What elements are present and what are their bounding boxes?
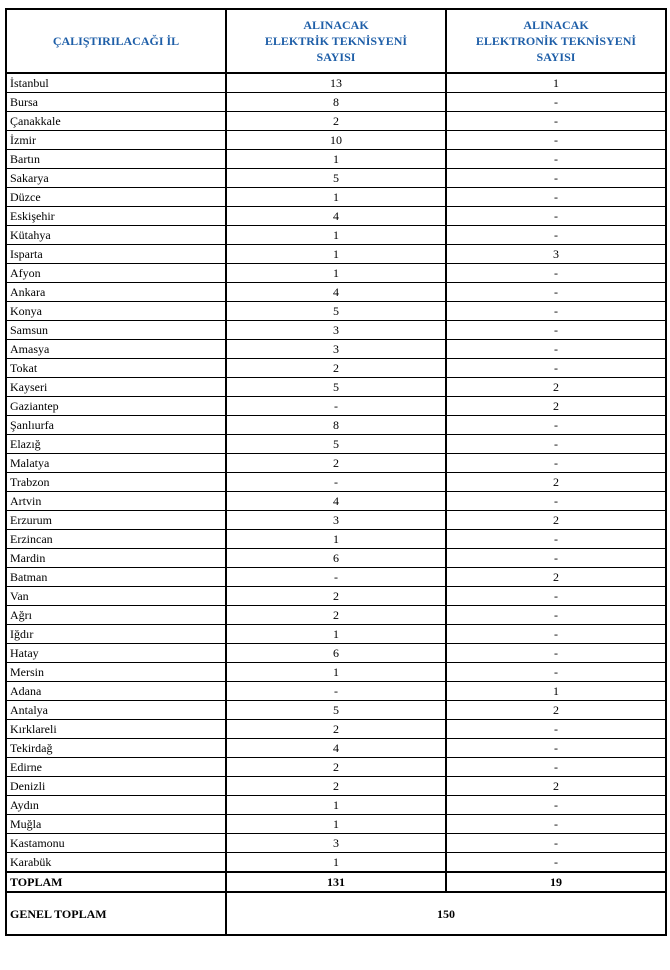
electric-count-cell: 1: [226, 815, 446, 834]
province-cell: Isparta: [6, 245, 226, 264]
electric-count-cell: -: [226, 682, 446, 701]
table-row: [6, 131, 666, 150]
total-electronic: 19: [446, 872, 666, 892]
electric-count-cell: 2: [226, 454, 446, 473]
table-row: [6, 93, 666, 112]
electronic-count-cell: -: [446, 302, 666, 321]
table-row: [6, 226, 666, 245]
table-row: [6, 720, 666, 739]
province-cell: Bursa: [6, 93, 226, 112]
electric-count-cell: 4: [226, 492, 446, 511]
table-row: [6, 264, 666, 283]
table-row: [6, 663, 666, 682]
province-cell: Şanlıurfa: [6, 416, 226, 435]
electric-count-cell: 1: [226, 625, 446, 644]
electric-count-cell: 3: [226, 321, 446, 340]
electric-count-cell: 5: [226, 302, 446, 321]
province-cell: İstanbul: [6, 73, 226, 93]
electronic-count-cell: -: [446, 359, 666, 378]
province-cell: Denizli: [6, 777, 226, 796]
province-cell: Muğla: [6, 815, 226, 834]
electronic-count-cell: -: [446, 720, 666, 739]
table-row: [6, 473, 666, 492]
electric-count-cell: 5: [226, 435, 446, 454]
header-electronic-line-2: ELEKTRONİK TEKNİSYENİ: [475, 34, 637, 48]
electric-count-cell: 1: [226, 188, 446, 207]
electronic-count-cell: -: [446, 454, 666, 473]
grand-total-value: 150: [226, 892, 666, 935]
table-row: [6, 606, 666, 625]
table-row: [6, 587, 666, 606]
province-cell: Gaziantep: [6, 397, 226, 416]
total-label: TOPLAM: [6, 872, 226, 892]
electric-count-cell: 6: [226, 549, 446, 568]
table-row: [6, 568, 666, 587]
province-cell: Kırklareli: [6, 720, 226, 739]
electronic-count-cell: 2: [446, 701, 666, 720]
table-row: [6, 834, 666, 853]
header-electronic-technician: [446, 9, 666, 73]
table-row: [6, 378, 666, 397]
electronic-count-cell: 2: [446, 568, 666, 587]
electronic-count-cell: -: [446, 815, 666, 834]
electric-count-cell: 4: [226, 739, 446, 758]
electronic-count-cell: -: [446, 416, 666, 435]
electric-count-cell: 1: [226, 245, 446, 264]
province-cell: Edirne: [6, 758, 226, 777]
electronic-count-cell: -: [446, 188, 666, 207]
electric-count-cell: 3: [226, 340, 446, 359]
electric-count-cell: 8: [226, 416, 446, 435]
electronic-count-cell: -: [446, 112, 666, 131]
province-cell: Trabzon: [6, 473, 226, 492]
electric-count-cell: 1: [226, 264, 446, 283]
table-row: [6, 397, 666, 416]
electronic-count-cell: -: [446, 549, 666, 568]
electric-count-cell: 10: [226, 131, 446, 150]
header-province: ÇALIŞTIRILACAĞI İL: [6, 9, 226, 73]
electronic-count-cell: -: [446, 340, 666, 359]
recruitment-table: [5, 8, 667, 936]
electric-count-cell: 1: [226, 150, 446, 169]
table-row: [6, 530, 666, 549]
table-row: [6, 150, 666, 169]
table-row: [6, 777, 666, 796]
table-row: [6, 853, 666, 873]
electric-count-cell: 1: [226, 226, 446, 245]
province-cell: Van: [6, 587, 226, 606]
total-row: [6, 872, 666, 892]
province-cell: Batman: [6, 568, 226, 587]
electric-count-cell: 5: [226, 378, 446, 397]
table-row: [6, 739, 666, 758]
table-row: [6, 112, 666, 131]
table-row: [6, 283, 666, 302]
electronic-count-cell: -: [446, 625, 666, 644]
province-cell: Mardin: [6, 549, 226, 568]
province-cell: İzmir: [6, 131, 226, 150]
table-row: [6, 815, 666, 834]
electronic-count-cell: 2: [446, 397, 666, 416]
electronic-count-cell: -: [446, 606, 666, 625]
electronic-count-cell: -: [446, 492, 666, 511]
province-cell: Iğdır: [6, 625, 226, 644]
electronic-count-cell: -: [446, 758, 666, 777]
grand-total-row: [6, 892, 666, 935]
electronic-count-cell: 2: [446, 511, 666, 530]
electronic-count-cell: -: [446, 739, 666, 758]
province-cell: Malatya: [6, 454, 226, 473]
province-cell: Konya: [6, 302, 226, 321]
province-cell: Afyon: [6, 264, 226, 283]
table-row: [6, 359, 666, 378]
grand-total-label: GENEL TOPLAM: [6, 892, 226, 935]
electronic-count-cell: -: [446, 663, 666, 682]
electronic-count-cell: -: [446, 853, 666, 873]
table-row: [6, 73, 666, 93]
province-cell: Kütahya: [6, 226, 226, 245]
electric-count-cell: 2: [226, 758, 446, 777]
electric-count-cell: -: [226, 568, 446, 587]
electronic-count-cell: -: [446, 283, 666, 302]
table-row: [6, 207, 666, 226]
province-cell: Antalya: [6, 701, 226, 720]
electric-count-cell: 8: [226, 93, 446, 112]
electronic-count-cell: -: [446, 150, 666, 169]
electronic-count-cell: 2: [446, 473, 666, 492]
province-cell: Kastamonu: [6, 834, 226, 853]
table-row: [6, 511, 666, 530]
electronic-count-cell: -: [446, 435, 666, 454]
electronic-count-cell: -: [446, 796, 666, 815]
province-cell: Ankara: [6, 283, 226, 302]
electric-count-cell: 2: [226, 587, 446, 606]
province-cell: Amasya: [6, 340, 226, 359]
electric-count-cell: 1: [226, 853, 446, 873]
province-cell: Hatay: [6, 644, 226, 663]
electric-count-cell: 2: [226, 720, 446, 739]
electric-count-cell: 1: [226, 530, 446, 549]
electric-count-cell: 13: [226, 73, 446, 93]
table-row: [6, 701, 666, 720]
table-row: [6, 321, 666, 340]
province-cell: Karabük: [6, 853, 226, 873]
header-electronic-line-1: ALINACAK: [523, 18, 589, 32]
header-electric-line-1: ALINACAK: [303, 18, 369, 32]
electronic-count-cell: -: [446, 226, 666, 245]
electronic-count-cell: -: [446, 169, 666, 188]
table-row: [6, 245, 666, 264]
table-row: [6, 188, 666, 207]
table-row: [6, 758, 666, 777]
province-cell: Sakarya: [6, 169, 226, 188]
total-electric: 131: [226, 872, 446, 892]
electronic-count-cell: -: [446, 321, 666, 340]
electronic-count-cell: -: [446, 264, 666, 283]
electric-count-cell: 1: [226, 663, 446, 682]
electric-count-cell: 6: [226, 644, 446, 663]
table-row: [6, 644, 666, 663]
electric-count-cell: 3: [226, 834, 446, 853]
province-cell: Samsun: [6, 321, 226, 340]
province-cell: Kayseri: [6, 378, 226, 397]
table-row: [6, 549, 666, 568]
electronic-count-cell: 3: [446, 245, 666, 264]
province-cell: Eskişehir: [6, 207, 226, 226]
table-row: [6, 435, 666, 454]
province-cell: Artvin: [6, 492, 226, 511]
electronic-count-cell: 2: [446, 777, 666, 796]
province-cell: Erzincan: [6, 530, 226, 549]
province-cell: Tekirdağ: [6, 739, 226, 758]
electric-count-cell: 4: [226, 283, 446, 302]
table-row: [6, 625, 666, 644]
electric-count-cell: 2: [226, 359, 446, 378]
electric-count-cell: 1: [226, 796, 446, 815]
province-cell: Elazığ: [6, 435, 226, 454]
electric-count-cell: -: [226, 397, 446, 416]
electric-count-cell: 5: [226, 169, 446, 188]
electric-count-cell: 2: [226, 606, 446, 625]
header-electronic-line-3: SAYISI: [536, 50, 576, 64]
electric-count-cell: 5: [226, 701, 446, 720]
table-row: [6, 416, 666, 435]
table-row: [6, 340, 666, 359]
province-cell: Ağrı: [6, 606, 226, 625]
province-cell: Tokat: [6, 359, 226, 378]
electric-count-cell: 2: [226, 777, 446, 796]
electric-count-cell: 3: [226, 511, 446, 530]
table-row: [6, 302, 666, 321]
electronic-count-cell: -: [446, 131, 666, 150]
electric-count-cell: 2: [226, 112, 446, 131]
province-cell: Aydın: [6, 796, 226, 815]
province-cell: Düzce: [6, 188, 226, 207]
table-row: [6, 492, 666, 511]
province-cell: Erzurum: [6, 511, 226, 530]
province-cell: Bartın: [6, 150, 226, 169]
electric-count-cell: -: [226, 473, 446, 492]
electronic-count-cell: -: [446, 93, 666, 112]
electronic-count-cell: -: [446, 587, 666, 606]
header-row: [6, 9, 666, 73]
electric-count-cell: 4: [226, 207, 446, 226]
province-cell: Adana: [6, 682, 226, 701]
electronic-count-cell: -: [446, 530, 666, 549]
header-electric-line-2: ELEKTRİK TEKNİSYENİ: [264, 34, 408, 48]
electronic-count-cell: -: [446, 207, 666, 226]
table-row: [6, 169, 666, 188]
table-row: [6, 454, 666, 473]
table-row: [6, 796, 666, 815]
electronic-count-cell: -: [446, 644, 666, 663]
electronic-count-cell: 1: [446, 73, 666, 93]
table-body: [6, 73, 666, 872]
header-electric-technician: [226, 9, 446, 73]
electronic-count-cell: 2: [446, 378, 666, 397]
electronic-count-cell: -: [446, 834, 666, 853]
table-row: [6, 682, 666, 701]
electronic-count-cell: 1: [446, 682, 666, 701]
province-cell: Çanakkale: [6, 112, 226, 131]
header-electric-line-3: SAYISI: [316, 50, 356, 64]
province-cell: Mersin: [6, 663, 226, 682]
